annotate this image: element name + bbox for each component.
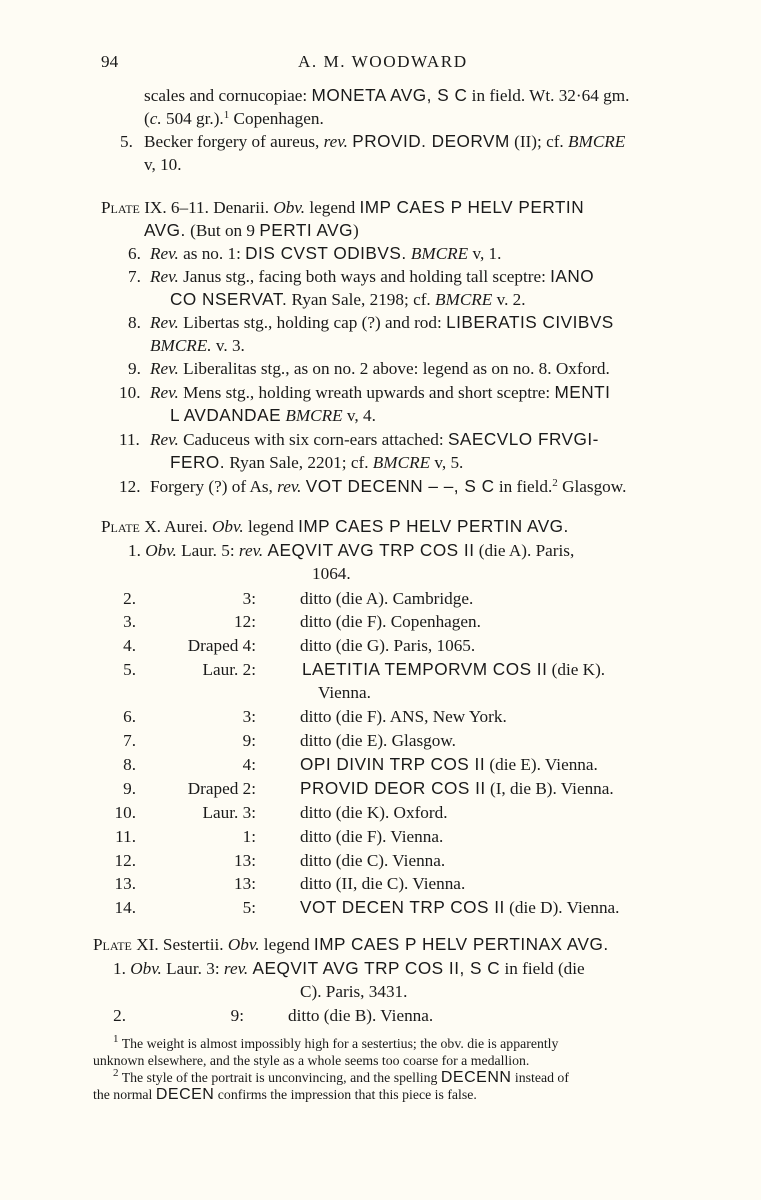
table-row-number: 12. — [114, 851, 136, 870]
table-row-obverse: 4: — [242, 755, 256, 774]
table-row-number: 5. — [123, 660, 136, 679]
table-row-number: 10. — [114, 803, 136, 822]
item-11-number: 11. — [119, 430, 140, 449]
item-5-text: Becker forgery of aureus, rev. PROVID. DEORVM (II); cf. BMCRE — [144, 131, 626, 151]
table-row-obverse: Draped 2: — [187, 779, 256, 798]
plate-xi-row-2-number: 2. — [113, 1006, 126, 1025]
table-row-number: 4. — [123, 636, 136, 655]
item-8-text: Rev. Libertas stg., holding cap (?) and rod: LIBERATIS CIVIBVS — [150, 312, 614, 332]
table-row-obverse: Laur. 2: — [202, 660, 256, 679]
footnote-1: $^1$ The weight is almost impossibly high for a sestertius; the obv. die is apparently — [113, 1033, 559, 1051]
table-row-obverse: 12: — [234, 612, 256, 631]
table-row-obverse: Laur. 3: — [202, 803, 256, 822]
table-row-description: ditto (die C). Vienna. — [300, 851, 446, 870]
table-row-description: ditto (die E). Glasgow. — [300, 731, 456, 750]
item-9-number: 9. — [128, 359, 141, 378]
plate-ix-heading-2: AVG. (But on 9 PERTI AVG) — [144, 220, 359, 240]
table-row-description: VOT DECEN TRP COS II (die D). Vienna. — [300, 897, 620, 917]
top-line-1: scales and cornucopiae: MONETA AVG, S C in field. Wt. 32·64 gm. — [144, 85, 630, 105]
table-row-number: 9. — [123, 779, 136, 798]
table-row-description: ditto (die G). Paris, 1065. — [300, 636, 476, 655]
plate-x-row-1: 1. Obv. Laur. 5: rev. AEQVIT AVG TRP COS II (die A). Paris, — [128, 540, 575, 560]
table-row-description: OPI DIVIN TRP COS II (die E). Vienna. — [300, 754, 598, 774]
plate-x-heading: Plate X. Aurei. Obv. legend IMP CAES P HELV PERTIN AVG. — [101, 516, 569, 536]
item-8-number: 8. — [128, 313, 141, 332]
table-row-description: ditto (II, die C). Vienna. — [300, 874, 466, 893]
plate-xi-row-1: 1. Obv. Laur. 3: rev. AEQVIT AVG TRP COS II, S C in field (die — [113, 958, 585, 978]
table-row-description: ditto (die F). ANS, New York. — [300, 707, 507, 726]
item-10-text-2: L AVDANDAE BMCRE v, 4. — [170, 405, 376, 425]
table-row-number: 8. — [123, 755, 136, 774]
item-12-number: 12. — [119, 477, 141, 496]
footnote-1-cont: unknown elsewhere, and the style as a whole seems too coarse for a medallion. — [93, 1053, 530, 1068]
item-9-text: Rev. Liberalitas stg., as on no. 2 above: legend as on no. 8. Oxford. — [150, 359, 610, 378]
table-row-obverse: 1: — [242, 827, 256, 846]
item-11-text-2: FERO. Ryan Sale, 2201; cf. BMCRE v, 5. — [170, 452, 464, 472]
plate-xi-row-1-cont: C). Paris, 3431. — [300, 982, 408, 1001]
table-row-number: 3. — [123, 612, 136, 631]
item-5-line-2: v, 10. — [144, 155, 182, 174]
table-row-number: 14. — [114, 898, 136, 917]
running-title: A. M. WOODWARD — [298, 52, 468, 71]
item-7-text: Rev. Janus stg., facing both ways and holding tall sceptre: IANO — [150, 266, 595, 286]
plate-xi-heading: Plate XI. Sestertii. Obv. legend IMP CAES P HELV PERTINAX AVG. — [93, 934, 609, 954]
footnote-2-cont: the normal DECEN confirms the impression that this piece is false. — [93, 1086, 477, 1103]
table-row-obverse: 9: — [242, 731, 256, 750]
item-10-text: Rev. Mens stg., holding wreath upwards and short sceptre: MENTI — [150, 382, 611, 402]
table-row-number: 6. — [123, 707, 136, 726]
table-row-obverse: Draped 4: — [187, 636, 256, 655]
table-row-description-cont: Vienna. — [318, 683, 371, 702]
plate-x-row-1-cont: 1064. — [312, 564, 351, 583]
table-row-description: ditto (die F). Vienna. — [300, 827, 444, 846]
item-7-text-2: CO NSERVAT. Ryan Sale, 2198; cf. BMCRE v. 2. — [170, 289, 526, 309]
item-5-line-1: 5. — [120, 132, 133, 151]
item-8-text-2: BMCRE. v. 3. — [150, 336, 245, 355]
table-row-description: ditto (die K). Oxford. — [300, 803, 448, 822]
item-10-number: 10. — [119, 383, 141, 402]
table-row-description: ditto (die F). Copenhagen. — [300, 612, 481, 631]
table-row-obverse: 3: — [242, 589, 256, 608]
table-row-description: LAETITIA TEMPORVM COS II (die K). — [302, 659, 606, 679]
plate-ix-heading: Plate IX. 6–11. Denarii. Obv. legend IMP CAES P HELV PERTIN — [101, 197, 585, 217]
table-row-obverse: 5: — [242, 898, 256, 917]
table-row-obverse: 3: — [242, 707, 256, 726]
table-row-number: 2. — [123, 589, 136, 608]
item-12-text: Forgery (?) of As, rev. VOT DECENN – –, S C in field.$^2$ Glasgow. — [150, 476, 627, 496]
page-number: 94 — [101, 52, 119, 71]
item-6-number: 6. — [128, 244, 141, 263]
table-row-obverse: 13: — [234, 851, 256, 870]
item-11-text: Rev. Caduceus with six corn-ears attached: SAECVLO FRVGI- — [150, 429, 599, 449]
top-line-2: (c. 504 gr.).$^1$ Copenhagen. — [144, 109, 324, 128]
table-row-number: 7. — [123, 731, 136, 750]
plate-xi-row-2-obverse: 9: — [230, 1006, 244, 1025]
footnote-2: $^2$ The style of the portrait is unconvincing, and the spelling DECENN instead of — [113, 1067, 569, 1086]
table-row-description: PROVID DEOR COS II (I, die B). Vienna. — [300, 778, 614, 798]
table-row-number: 13. — [114, 874, 136, 893]
table-row-number: 11. — [115, 827, 136, 846]
table-row-description: ditto (die A). Cambridge. — [300, 589, 474, 608]
table-row-obverse: 13: — [234, 874, 256, 893]
item-6-text: Rev. as no. 1: DIS CVST ODIBVS. BMCRE v, 1. — [150, 243, 502, 263]
item-7-number: 7. — [128, 267, 141, 286]
plate-xi-row-2-description: ditto (die B). Vienna. — [288, 1006, 434, 1025]
